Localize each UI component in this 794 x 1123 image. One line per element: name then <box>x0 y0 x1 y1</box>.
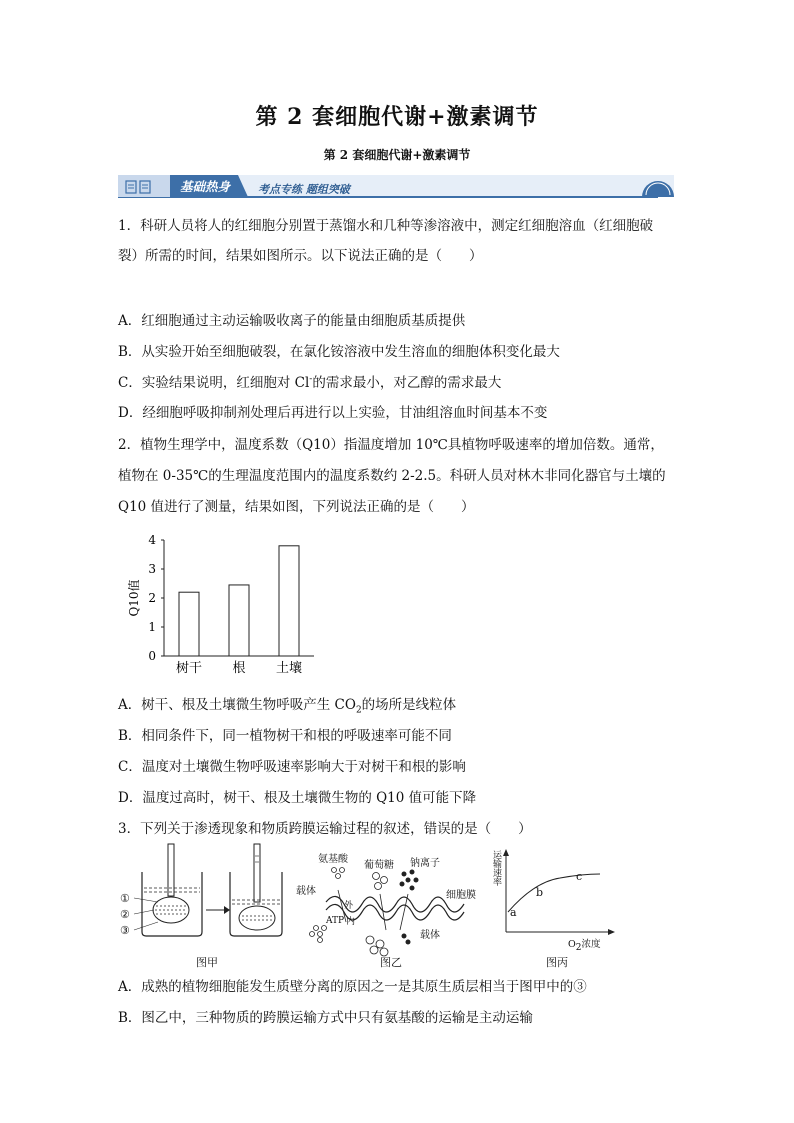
bing-xlabel-pre: O <box>568 939 576 950</box>
bar <box>179 592 199 656</box>
yi-label-inside: 内 <box>346 917 356 927</box>
y-axis-label: Q10值 <box>127 579 141 617</box>
bar <box>279 546 299 656</box>
q3-stem: 3．下列关于渗透现象和物质跨膜运输过程的叙述，错误的是（ ） <box>118 821 532 837</box>
yi-label-glucose: 葡萄糖 <box>364 860 394 871</box>
yi-label-carrier-top: 载体 <box>296 886 316 897</box>
y-tick-label: 1 <box>148 620 156 634</box>
jia-label-3: ③ <box>120 924 130 937</box>
y-tick-label: 2 <box>148 591 156 605</box>
q1-option-b: B．从实验开始至细胞破裂，在氯化铵溶液中发生溶血的细胞体积变化最大 <box>118 344 560 360</box>
bing-caption: 图丙 <box>546 956 568 969</box>
page-subtitle: 第 2 套细胞代谢+激素调节 <box>323 148 471 162</box>
yi-caption: 图乙 <box>380 956 402 969</box>
page-title: 第 2 套细胞代谢+激素调节 <box>255 104 539 130</box>
jia-label-1: ① <box>120 892 130 905</box>
q2-option-b: B．相同条件下，同一植物树干和根的呼吸速率可能不同 <box>118 728 452 744</box>
x-tick-label: 根 <box>232 661 246 676</box>
bing-ylabel: 运输速率 <box>491 850 501 886</box>
bing-xlabel <box>568 936 601 953</box>
yi-label-outside: 外 <box>344 901 354 911</box>
bing-point-b: b <box>536 886 544 899</box>
q3-option-b: B．图乙中，三种物质的跨膜运输方式中只有氨基酸的运输是主动运输 <box>118 1010 533 1026</box>
q1-option-c-sup: - <box>309 374 313 385</box>
q1-stem-line2: 裂）所需的时间，结果如图所示。以下说法正确的是（ ） <box>118 248 483 264</box>
banner-caption: 考点专练 题组突破 <box>258 183 350 196</box>
bar <box>229 585 249 656</box>
q1-stem-line1: 1．科研人员将人的红细胞分别置于蒸馏水和几种等渗溶液中，测定红细胞溶血（红细胞破 <box>118 218 654 234</box>
section-banner <box>118 173 674 205</box>
figure-yi <box>296 850 486 972</box>
q2-stem-line3: Q10 值进行了测量，结果如图，下列说法正确的是（ ） <box>118 499 475 515</box>
q1-option-c <box>118 375 501 391</box>
yi-label-sodium: 钠离子 <box>410 858 440 869</box>
jia-label-2: ② <box>120 908 130 921</box>
q2-option-d: D．温度过高时，树干、根及土壤微生物的 Q10 值可能下降 <box>118 790 477 806</box>
q10-chart <box>124 530 324 680</box>
x-tick-label: 树干 <box>175 661 203 676</box>
q10-chart-svg <box>124 530 324 680</box>
figure-jia-svg <box>118 842 288 972</box>
q2-option-a <box>118 697 457 716</box>
y-tick-label: 3 <box>148 562 156 576</box>
yi-label-carrier-bottom: 载体 <box>420 930 440 941</box>
q2-option-a-post: 的场所是线粒体 <box>361 697 457 713</box>
bing-point-c: c <box>576 870 583 883</box>
yi-label-membrane: 细胞膜 <box>446 890 476 901</box>
bing-point-a: a <box>510 906 517 919</box>
bing-xlabel-post: 浓度 <box>581 939 601 950</box>
figure-bing <box>490 846 620 972</box>
q2-option-a-pre: A．树干、根及土壤微生物呼吸产生 CO <box>118 697 356 713</box>
q3-option-a: A．成熟的植物细胞能发生质壁分离的原因之一是其原生质层相当于图甲中的③ <box>118 979 587 995</box>
figure-jia <box>118 842 288 972</box>
q1-option-d: D．经细胞呼吸抑制剂处理后再进行以上实验，甘油组溶血时间基本不变 <box>118 405 548 421</box>
q1-option-c-post: 的需求最小，对乙醇的需求最大 <box>312 375 502 391</box>
x-tick-label: 土壤 <box>275 661 303 676</box>
q2-stem-line2: 植物在 0-35℃的生理温度范围内的温度系数约 2-2.5。科研人员对林木非同化器官与土壤的 <box>118 468 666 484</box>
banner-tag: 基础热身 <box>180 179 231 194</box>
q1-option-a: A．红细胞通过主动运输吸收离子的能量由细胞质基质提供 <box>118 313 466 329</box>
y-tick-label: 4 <box>148 533 156 547</box>
jia-caption: 图甲 <box>196 956 218 969</box>
q1-option-c-pre: C．实验结果说明，红细胞对 Cl <box>118 375 310 391</box>
yi-label-atp: ATP <box>326 916 345 926</box>
bing-xlabel-sub: 2 <box>575 942 582 953</box>
yi-label-amino: 氨基酸 <box>318 854 348 865</box>
y-tick-label: 0 <box>148 649 156 663</box>
q2-stem-line1: 2．植物生理学中，温度系数（Q10）指温度增加 10℃具植物呼吸速率的增加倍数。通常， <box>118 437 664 453</box>
q2-option-a-sub: 2 <box>355 705 362 716</box>
q2-option-c: C．温度对土壤微生物呼吸速率影响大于对树干和根的影响 <box>118 759 466 775</box>
